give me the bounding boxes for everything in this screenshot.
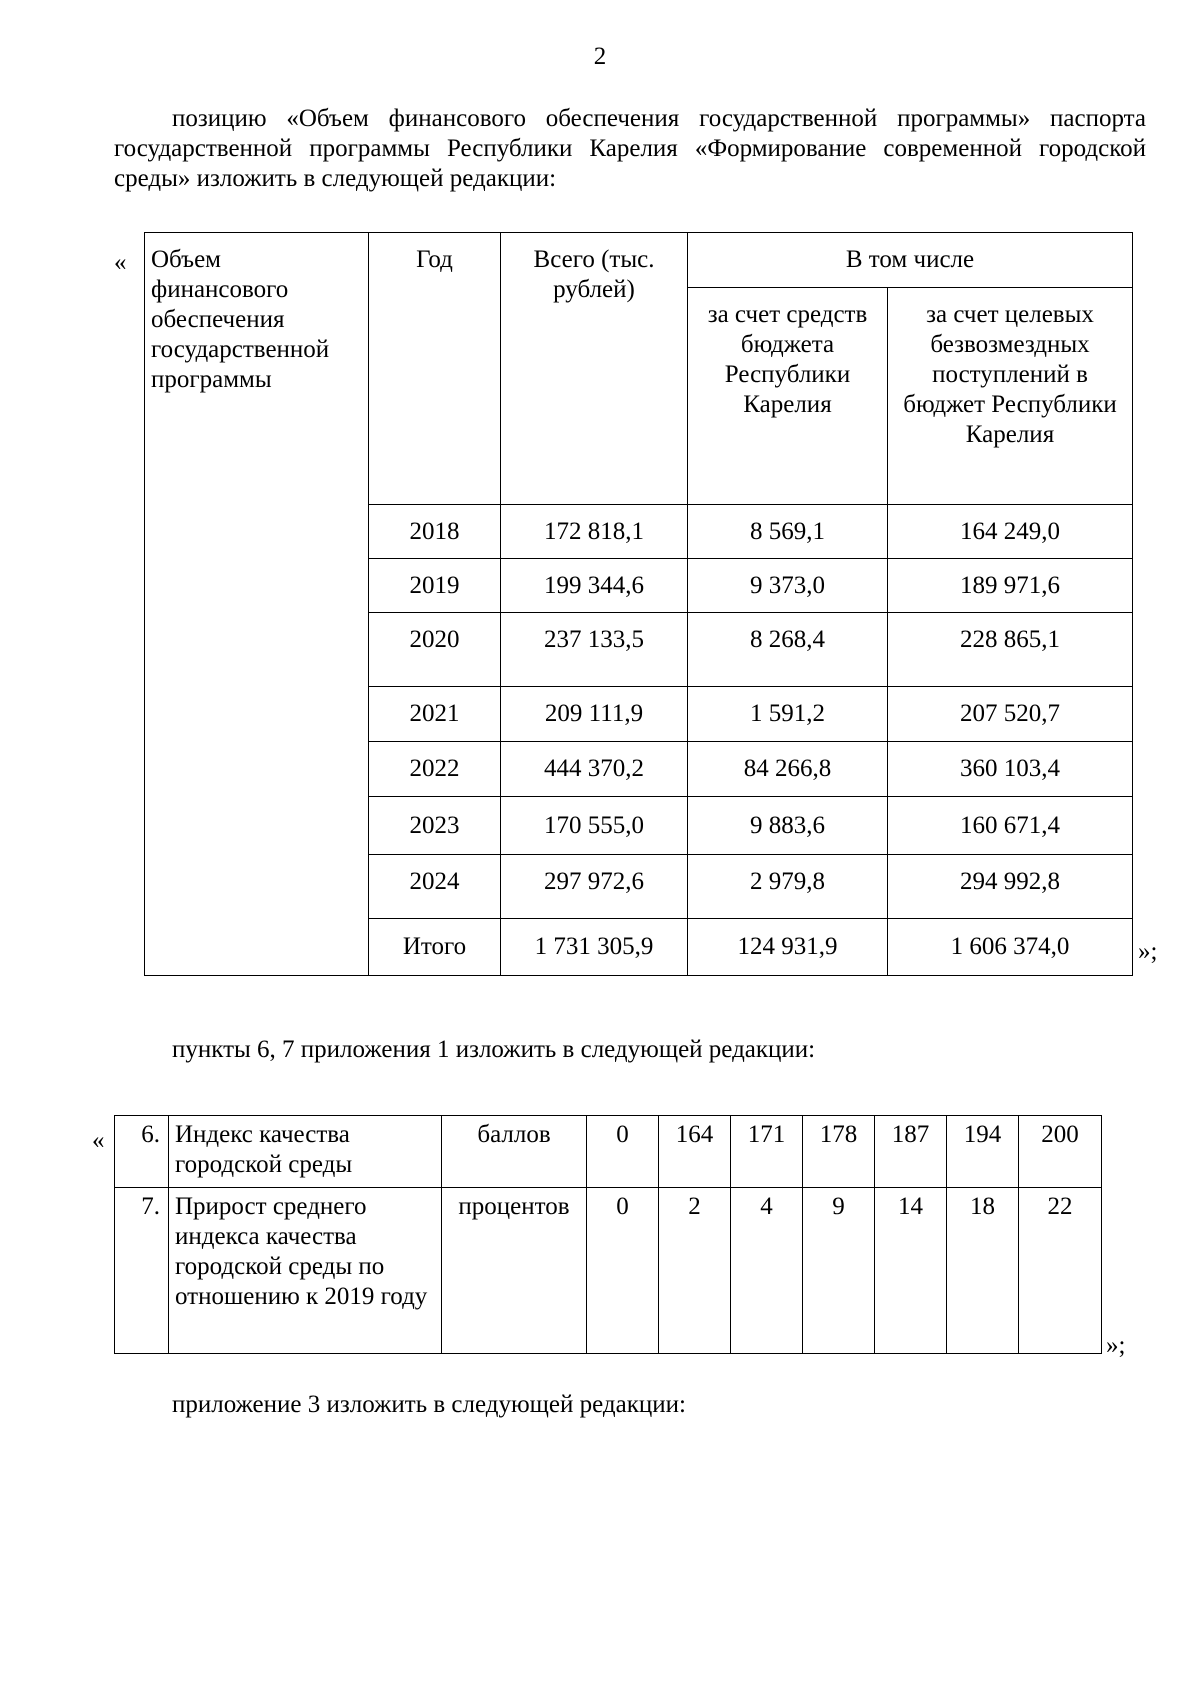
finance-table-label: Объем финансового обеспечения государственной программы [145, 233, 369, 976]
row-regional: 9 373,0 [688, 559, 888, 613]
paragraph-financing-position: позицию «Объем финансового обеспечения государственной программы» паспорта государственной программы Республики Карелия «Формирование современной городской среды» изложить в следующей редакции: [114, 105, 1146, 192]
indicator-value: 14 [875, 1188, 947, 1354]
paragraph-appendix3: приложение 3 изложить в следующей редакции: [172, 1391, 686, 1418]
indicator-value: 187 [875, 1116, 947, 1188]
finance-table-open-quote: « [114, 249, 127, 276]
row-regional: 8 569,1 [688, 505, 888, 559]
row-number: 6. [115, 1116, 169, 1188]
indicator-table-close-quote: »; [1106, 1332, 1126, 1359]
row-year: Итого [369, 919, 501, 976]
indicator-value: 4 [731, 1188, 803, 1354]
row-total: 170 555,0 [501, 797, 688, 855]
indicator-unit: процентов [442, 1188, 587, 1354]
finance-table [144, 232, 1133, 976]
indicator-value: 164 [659, 1116, 731, 1188]
row-year: 2018 [369, 505, 501, 559]
indicator-value: 2 [659, 1188, 731, 1354]
indicator-value: 200 [1019, 1116, 1102, 1188]
row-target: 294 992,8 [888, 855, 1133, 919]
indicator-name: Прирост среднего индекса качества городской среды по отношению к 2019 году [169, 1188, 442, 1354]
row-target: 1 606 374,0 [888, 919, 1133, 976]
row-regional: 124 931,9 [688, 919, 888, 976]
indicator-value: 194 [947, 1116, 1019, 1188]
table-row [115, 1188, 1102, 1354]
header-including: В том числе [688, 233, 1133, 288]
row-target: 189 971,6 [888, 559, 1133, 613]
indicator-value: 22 [1019, 1188, 1102, 1354]
table-row [115, 1116, 1102, 1188]
row-total: 444 370,2 [501, 742, 688, 797]
row-total: 172 818,1 [501, 505, 688, 559]
indicator-table-open-quote: « [92, 1127, 105, 1154]
header-total: Всего (тыс. рублей) [501, 233, 688, 505]
indicator-table [114, 1115, 1102, 1354]
row-target: 228 865,1 [888, 613, 1133, 687]
row-total: 297 972,6 [501, 855, 688, 919]
row-total: 209 111,9 [501, 687, 688, 742]
row-target: 164 249,0 [888, 505, 1133, 559]
indicator-value: 18 [947, 1188, 1019, 1354]
page-number: 2 [593, 43, 607, 70]
row-target: 207 520,7 [888, 687, 1133, 742]
finance-table-close-quote: »; [1138, 938, 1158, 965]
paragraph-indicators: пункты 6, 7 приложения 1 изложить в следующей редакции: [172, 1036, 816, 1063]
row-target: 160 671,4 [888, 797, 1133, 855]
row-year: 2020 [369, 613, 501, 687]
header-year: Год [369, 233, 501, 505]
row-regional: 84 266,8 [688, 742, 888, 797]
header-target-receipts: за счет целевых безвозмездных поступлений в бюджет Республики Карелия [888, 288, 1133, 505]
row-year: 2022 [369, 742, 501, 797]
row-total: 1 731 305,9 [501, 919, 688, 976]
row-year: 2021 [369, 687, 501, 742]
indicator-name: Индекс качества городской среды [169, 1116, 442, 1188]
row-year: 2024 [369, 855, 501, 919]
row-year: 2019 [369, 559, 501, 613]
row-total: 237 133,5 [501, 613, 688, 687]
row-number: 7. [115, 1188, 169, 1354]
indicator-unit: баллов [442, 1116, 587, 1188]
row-regional: 8 268,4 [688, 613, 888, 687]
row-target: 360 103,4 [888, 742, 1133, 797]
row-regional: 2 979,8 [688, 855, 888, 919]
row-regional: 9 883,6 [688, 797, 888, 855]
row-regional: 1 591,2 [688, 687, 888, 742]
row-year: 2023 [369, 797, 501, 855]
indicator-value: 178 [803, 1116, 875, 1188]
indicator-value: 0 [587, 1188, 659, 1354]
header-regional-budget: за счет средств бюджета Республики Карелия [688, 288, 888, 505]
indicator-value: 171 [731, 1116, 803, 1188]
indicator-value: 0 [587, 1116, 659, 1188]
indicator-value: 9 [803, 1188, 875, 1354]
row-total: 199 344,6 [501, 559, 688, 613]
